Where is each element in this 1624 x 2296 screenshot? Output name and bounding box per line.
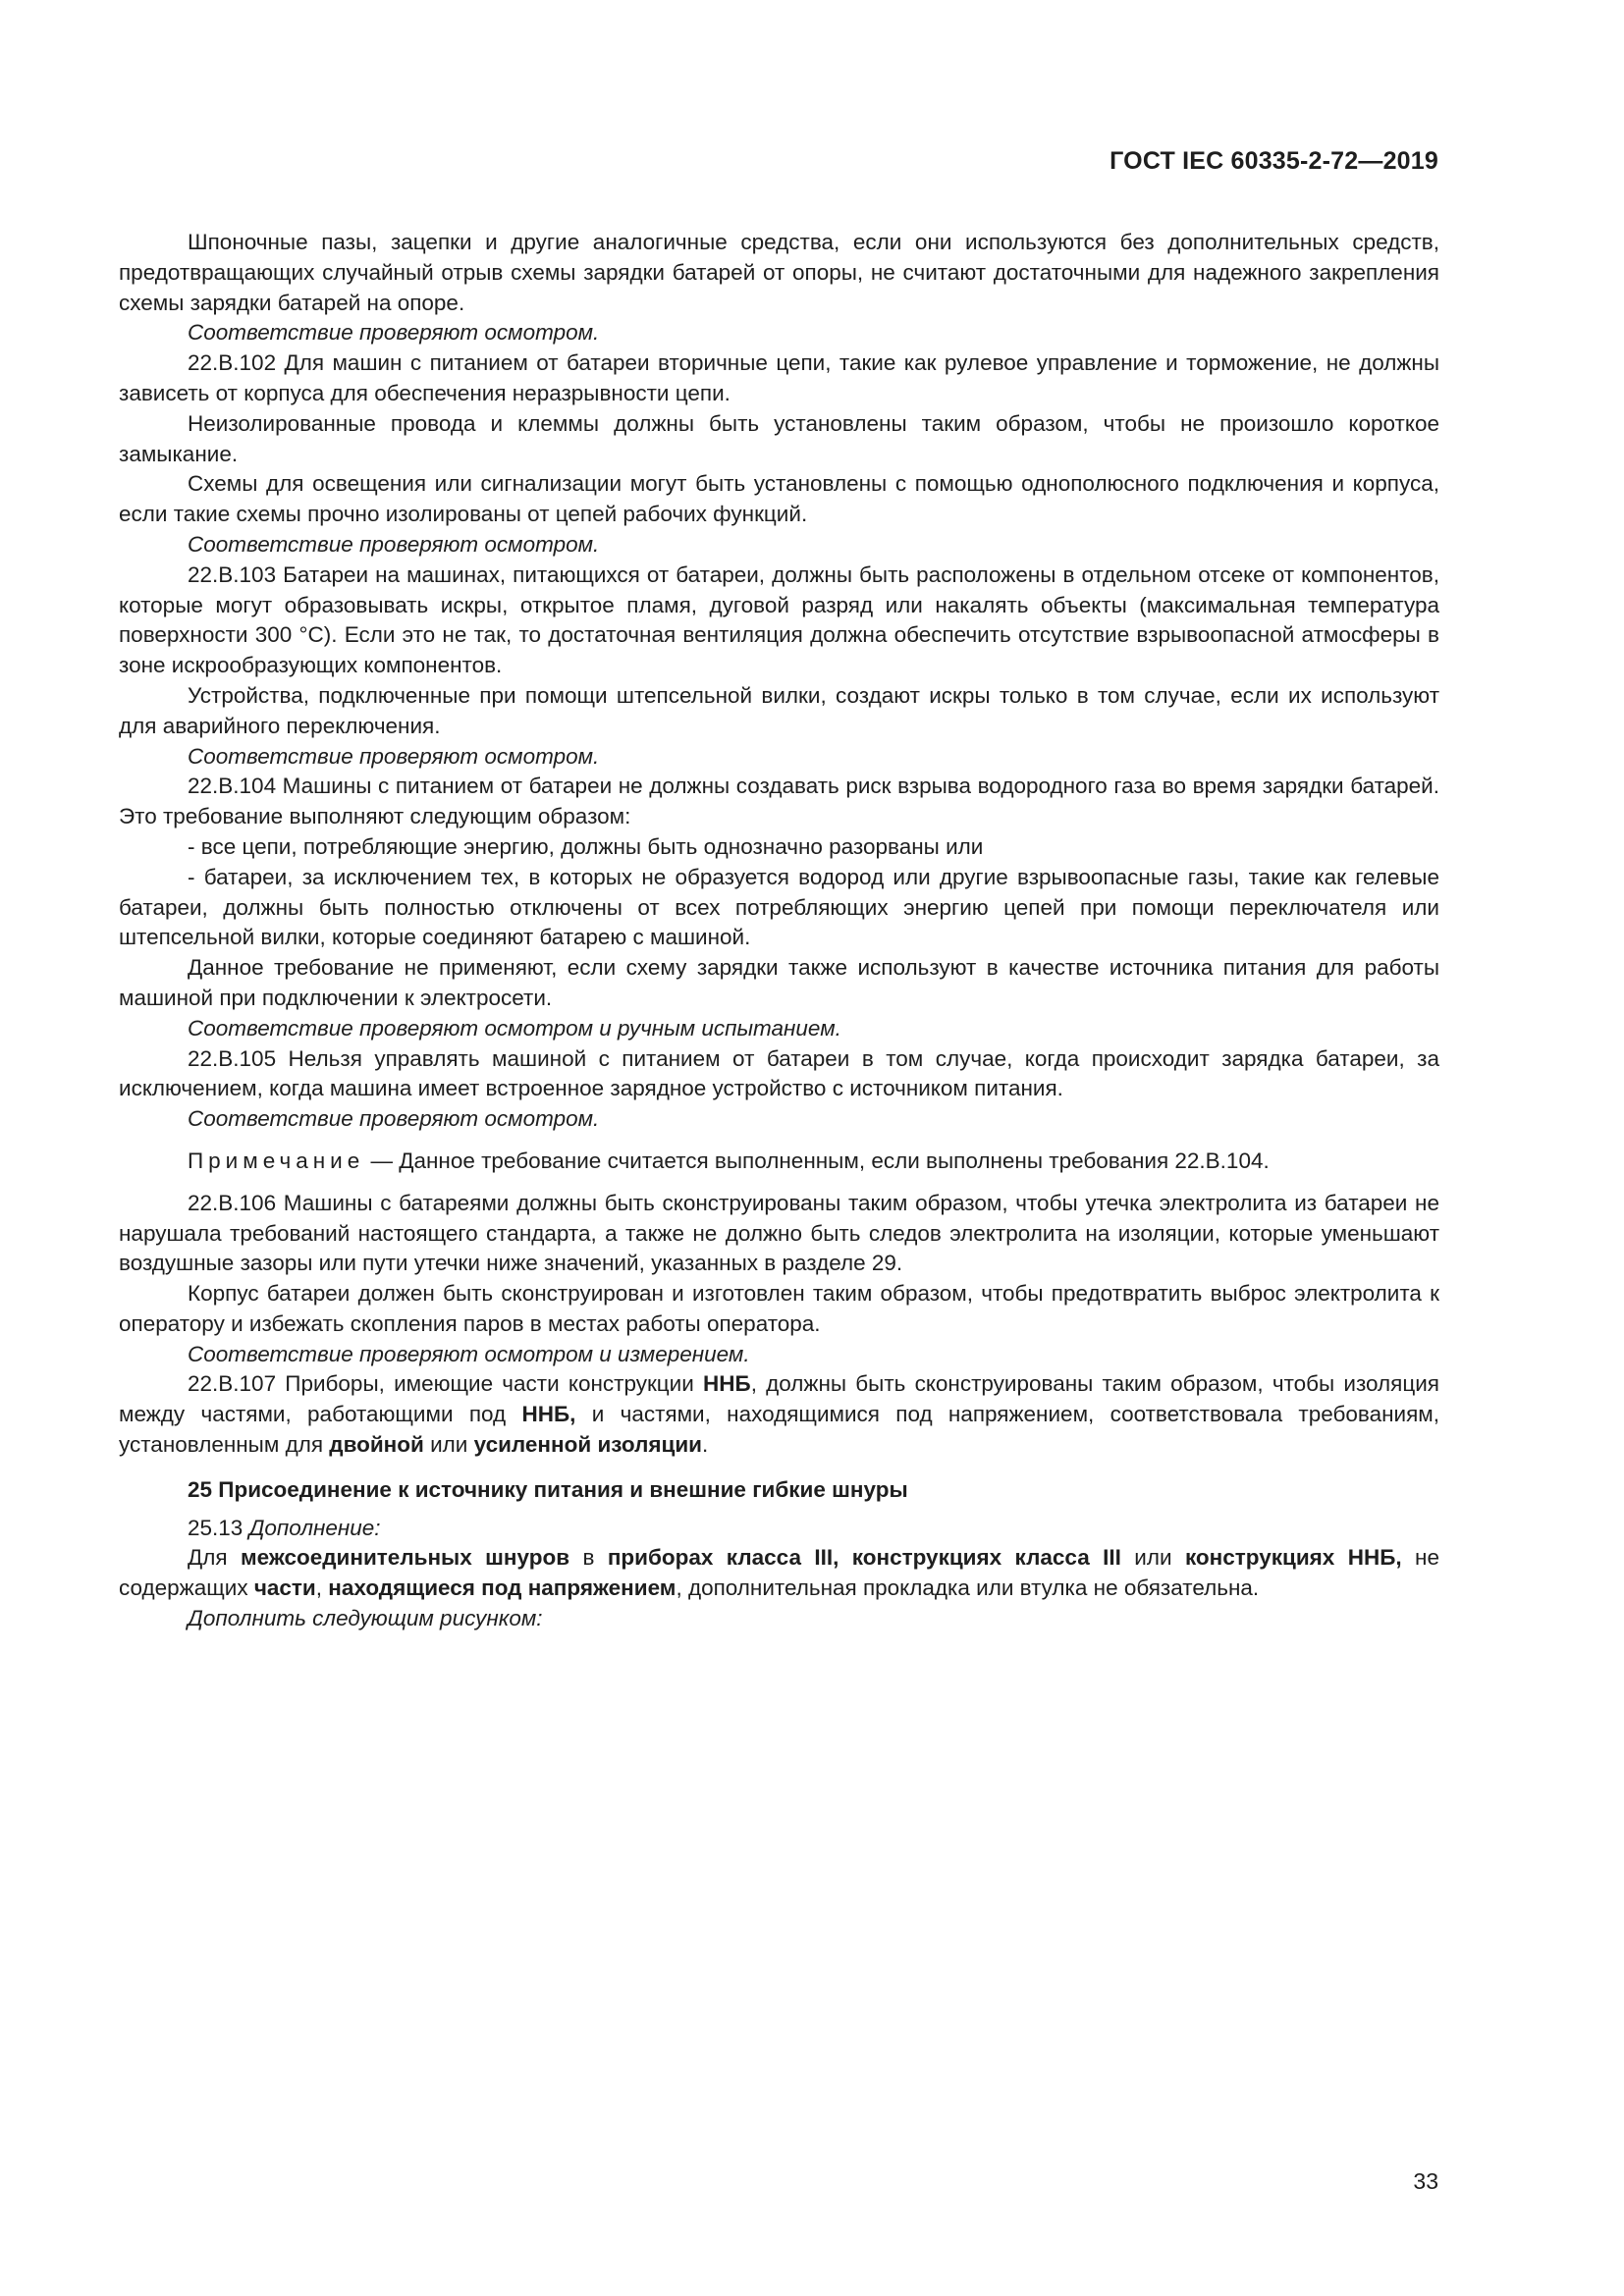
paragraph: Схемы для освещения или сигнализации могут быть установлены с помощью однополюсного подключения и корпуса, если такие схемы прочно изолированы от цепей рабочих функций. xyxy=(119,471,1439,527)
clause-22-b-104: 22.В.104 Машины с питанием от батареи не должны создавать риск взрыва водородного газа во время зарядки батарей. Это требование выполняют следующим образом: xyxy=(119,774,1439,829)
bold-term: двойной xyxy=(329,1432,424,1458)
list-item: - все цепи, потребляющие энергию, должны быть однозначно разорваны или xyxy=(188,833,984,859)
paragraph: Корпус батареи должен быть сконструирован и изготовлен таким образом, чтобы предотвратить выброс электролита к оператору и избежать скопления паров в местах работы оператора. xyxy=(119,1281,1439,1336)
clause-number: 25.13 xyxy=(188,1515,249,1540)
note xyxy=(119,1147,1439,1177)
compliance-note: Соответствие проверяют осмотром. xyxy=(188,531,600,557)
document-code-header: ГОСТ IEC 60335-2-72—2019 xyxy=(1110,147,1438,175)
clause-22-b-107 xyxy=(119,1369,1439,1460)
text-run: или xyxy=(423,1432,474,1458)
clause-22-b-106: 22.В.106 Машины с батареями должны быть сконструированы таким образом, чтобы утечка электролита из батареи не нарушала требований настоящего стандарта, а также не должно быть следов электролита на изоляции, которые уменьшают воздушные зазоры или пути утечки ниже значений, указанных в разделе 29. xyxy=(119,1190,1439,1276)
page-number: 33 xyxy=(1413,2168,1438,2194)
text-run: . xyxy=(702,1432,709,1458)
text-run: или xyxy=(1120,1545,1185,1571)
text-run: , xyxy=(315,1575,329,1601)
compliance-note: Соответствие проверяют осмотром и измерением. xyxy=(188,1341,750,1366)
compliance-note: Соответствие проверяют осмотром. xyxy=(188,1106,600,1132)
text-run: не содержащих xyxy=(119,1545,1439,1601)
text-run: и частями, находящимися под напряжением, соответствовала требованиям, установленным для xyxy=(119,1402,1439,1458)
bold-term: межсоединительных шнуров xyxy=(240,1545,570,1571)
clause-22-b-103: 22.В.103 Батареи на машинах, питающихся от батареи, должны быть расположены в отдельном отсеке от компонентов, которые могут образовывать искры, открытое пламя, дуговой разряд или накалять объекты (максимальная температура поверхности 300 °С). Если это не так, то достаточная вентиляция должна обеспечить отсутствие взрывоопасной атмосферы в зоне искрообразующих компонентов. xyxy=(119,561,1439,678)
compliance-note: Соответствие проверяют осмотром и ручным испытанием. xyxy=(188,1015,841,1041)
text-run: 22.В.107 Приборы, имеющие части конструкции xyxy=(188,1371,704,1397)
list-item: - батареи, за исключением тех, в которых не образуется водород или другие взрывоопасные газы, такие как гелевые батареи, должны быть полностью отключены от всех потребляющих энергию цепей при помощи переключателя или штепсельной вилки, которые соединяют батарею с машиной. xyxy=(119,864,1439,950)
text-run: , дополнительная прокладка или втулка не обязательна. xyxy=(676,1575,1260,1601)
clause-25-13 xyxy=(119,1514,1439,1544)
compliance-note: Соответствие проверяют осмотром. xyxy=(188,743,600,769)
text-run: , должны быть сконструированы таким образом, чтобы изоляция между частями, работающими под xyxy=(119,1371,1439,1427)
figure-intro: Дополнить следующим рисунком: xyxy=(188,1606,543,1631)
paragraph: Неизолированные провода и клеммы должны быть установлены таким образом, чтобы не произошло короткое замыкание. xyxy=(119,410,1439,466)
bold-term: части xyxy=(253,1575,316,1601)
bold-term: ННБ xyxy=(703,1371,751,1397)
section-heading: 25 Присоединение к источнику питания и внешние гибкие шнуры xyxy=(188,1476,908,1502)
bold-term: приборах класса III, конструкциях класса III xyxy=(607,1545,1121,1571)
bold-term: конструкциях ННБ, xyxy=(1184,1545,1402,1571)
note-label: Примечание xyxy=(188,1148,365,1173)
paragraph: Шпоночные пазы, зацепки и другие аналогичные средства, если они используются без дополнительных средств, предотвращающих случайный отрыв схемы зарядки батарей от опоры, не считают достаточными для надежного закрепления схемы зарядки батарей на опоре. xyxy=(119,230,1439,315)
compliance-note: Соответствие проверяют осмотром. xyxy=(188,320,600,346)
document-body xyxy=(119,228,1439,1634)
paragraph xyxy=(119,1543,1439,1604)
paragraph: Устройства, подключенные при помощи штепсельной вилки, создают искры только в том случае, если их используют для аварийного переключения. xyxy=(119,682,1439,738)
clause-type: Дополнение: xyxy=(248,1515,381,1540)
clause-22-b-102: 22.В.102 Для машин с питанием от батареи вторичные цепи, такие как рулевое управление и торможение, не должны зависеть от корпуса для обеспечения неразрывности цепи. xyxy=(119,350,1439,405)
paragraph: Данное требование не применяют, если схему зарядки также используют в качестве источника питания для работы машиной при подключении к электросети. xyxy=(119,955,1439,1010)
bold-term: усиленной изоляции xyxy=(473,1432,702,1458)
text-run: в xyxy=(569,1545,608,1571)
note-text: — Данное требование считается выполненным, если выполнены требования 22.В.104. xyxy=(364,1148,1270,1173)
text-run: Для xyxy=(188,1545,241,1571)
bold-term: ННБ, xyxy=(521,1402,576,1427)
bold-term: находящиеся под напряжением xyxy=(328,1575,677,1601)
clause-22-b-105: 22.В.105 Нельзя управлять машиной с питанием от батареи в том случае, когда происходит зарядка батареи, за исключением, когда машина имеет встроенное зарядное устройство с источником питания. xyxy=(119,1045,1439,1101)
